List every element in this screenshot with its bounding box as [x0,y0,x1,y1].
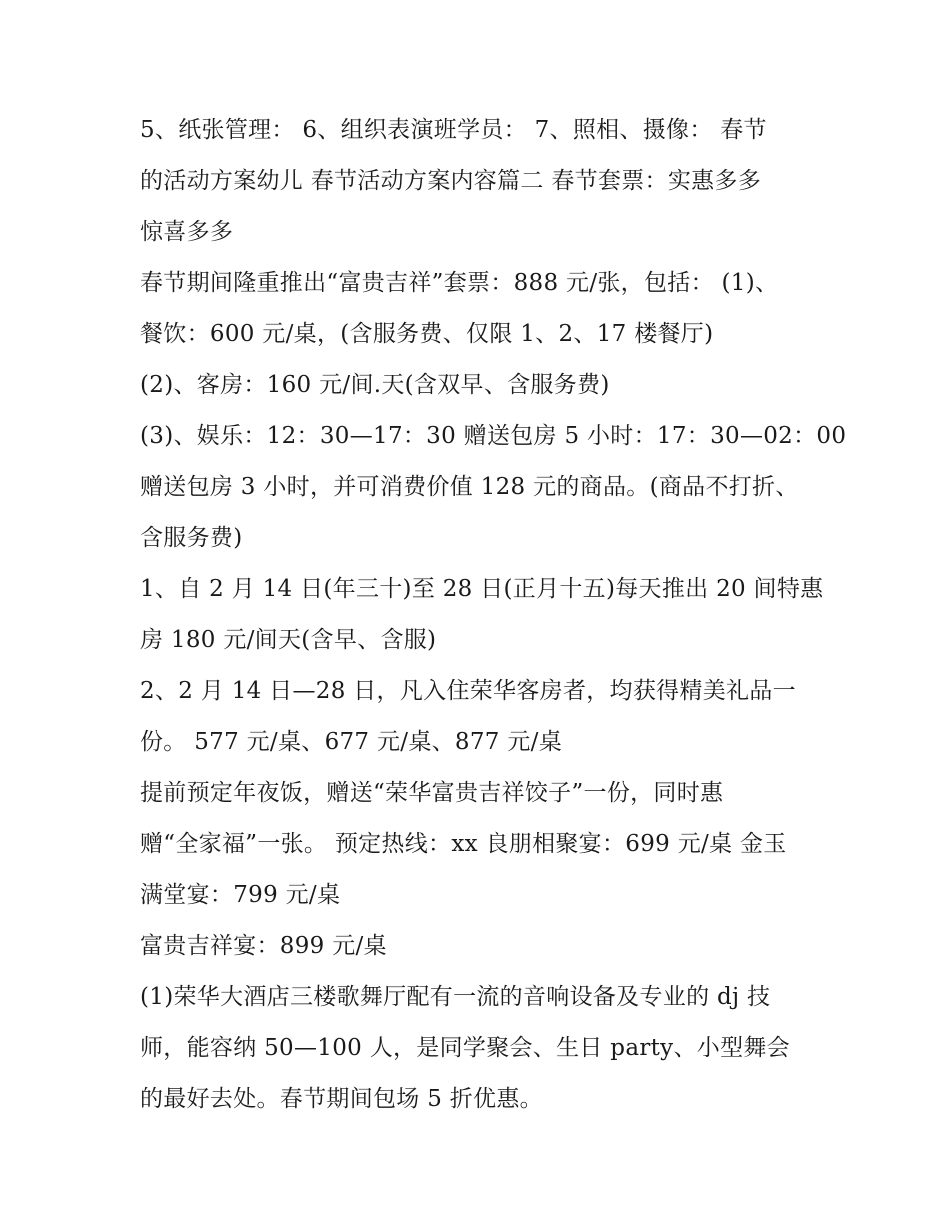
text-line: (2)、客房：160 元/间.天(含双早、含服务费) [140,372,610,398]
text-line: 房 180 元/间天(含早、含服) [140,627,437,653]
text-line: 份。 577 元/桌、677 元/桌、877 元/桌 [140,729,562,755]
text-line: 师，能容纳 50—100 人，是同学聚会、生日 party、小型舞会 [140,1035,790,1061]
text-line: 2、2 月 14 日—28 日，凡入住荣华客房者，均获得精美礼品一 [140,678,796,704]
text-line: 1、自 2 月 14 日(年三十)至 28 日(正月十五)每天推出 20 间特惠 [140,576,824,602]
document-body [140,110,847,1130]
text-line: 惊喜多多 [140,219,234,245]
text-line: 赠“全家福”一张。 预定热线：xx 良朋相聚宴：699 元/桌 金玉 [140,831,787,857]
text-line: 的活动方案幼儿 春节活动方案内容篇二 春节套票：实惠多多 [140,168,762,194]
text-line: 餐饮：600 元/桌，(含服务费、仅限 1、2、17 楼餐厅) [140,321,714,347]
text-line: 含服务费) [140,525,243,551]
text-line: 满堂宴：799 元/桌 [140,882,341,908]
text-line: (3)、娱乐：12：30—17：30 赠送包房 5 小时：17：30—02：00 [140,423,847,449]
text-line: 的最好去处。春节期间包场 5 折优惠。 [140,1086,543,1112]
text-line: 富贵吉祥宴：899 元/桌 [140,933,387,959]
text-line: 春节期间隆重推出“富贵吉祥”套票：888 元/张，包括： (1)、 [140,270,779,296]
text-line: (1)荣华大酒店三楼歌舞厅配有一流的音响设备及专业的 dj 技 [140,984,771,1010]
text-line: 5、纸张管理： 6、组织表演班学员： 7、照相、摄像： 春节 [140,117,767,143]
text-line: 提前预定年夜饭，赠送“荣华富贵吉祥饺子”一份，同时惠 [140,780,724,806]
text-line: 赠送包房 3 小时，并可消费价值 128 元的商品。(商品不打折、 [140,474,799,500]
